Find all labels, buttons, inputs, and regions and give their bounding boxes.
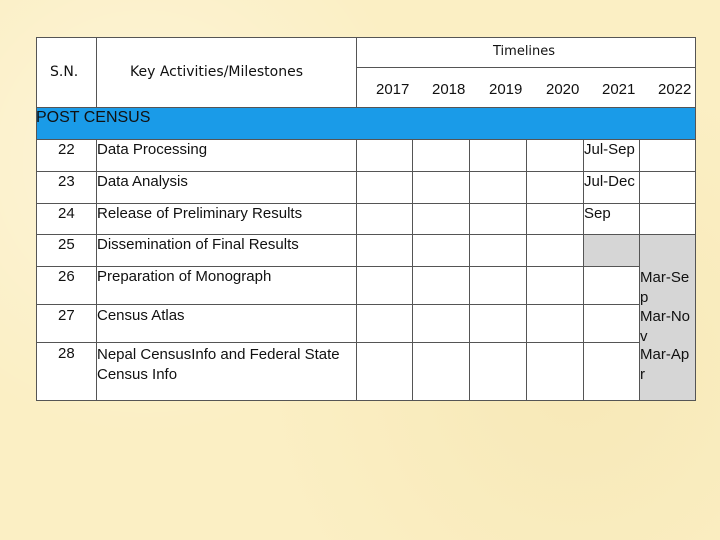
year-2022: 2022 — [658, 81, 692, 98]
header-sn: S.N. — [50, 64, 79, 80]
row-activity: Preparation of Monograph — [97, 268, 272, 285]
row-sn: 22 — [58, 141, 75, 158]
year-2017: 2017 — [376, 81, 410, 98]
row-sn: 24 — [58, 205, 75, 222]
shaded-cell-2021-row25 — [583, 234, 639, 266]
row-timeline: Mar-Sep — [640, 269, 690, 306]
row-activity: Release of Preliminary Results — [97, 205, 303, 222]
row-activity: Data Analysis — [97, 173, 188, 190]
row-activity: Census Atlas — [97, 307, 185, 324]
year-2021: 2021 — [602, 81, 636, 98]
row-timeline: Jul-Dec — [584, 173, 635, 190]
row-activity: Data Processing — [97, 141, 208, 158]
row-timeline: Mar-Apr — [640, 346, 690, 383]
row-activity: Nepal CensusInfo and Federal State Census Info — [97, 346, 340, 383]
year-2018: 2018 — [432, 81, 466, 98]
header-activities: Key Activities/Milestones — [130, 64, 304, 80]
year-2020: 2020 — [546, 81, 580, 98]
row-sn: 25 — [58, 236, 75, 253]
row-sn: 23 — [58, 173, 75, 190]
row-timeline: Jul-Sep — [584, 141, 635, 158]
row-timeline: Sep — [584, 205, 611, 222]
row-sn: 28 — [58, 345, 75, 362]
year-2019: 2019 — [489, 81, 523, 98]
header-timelines: Timelines — [493, 44, 556, 59]
row-sn: 27 — [58, 307, 75, 324]
row-timeline: Mar-Nov — [640, 308, 691, 345]
section-label: POST CENSUS — [36, 109, 151, 126]
row-activity: Dissemination of Final Results — [97, 236, 299, 253]
row-sn: 26 — [58, 268, 75, 285]
